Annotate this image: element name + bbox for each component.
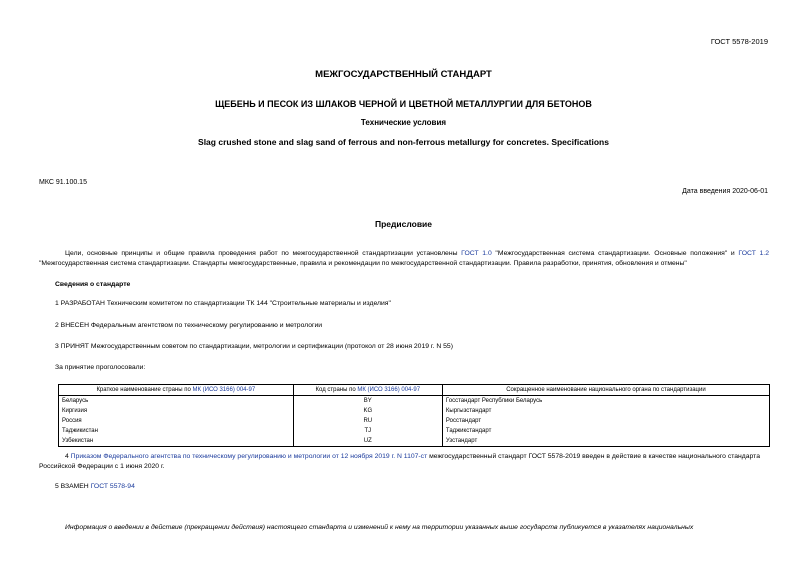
national-body-cell: Кыргызстандарт — [442, 406, 769, 416]
gost-1-0-link[interactable]: ГОСТ 1.0 — [461, 250, 492, 257]
foreword-text-a: Цели, основные принципы и общие правила проведения работ по межгосударственной стандартизации установлены — [65, 250, 462, 257]
country-code-cell: KG — [293, 406, 442, 416]
country-code-cell: TJ — [293, 426, 442, 436]
about-item-3: 3 ПРИНЯТ Межгосударственным советом по стандартизации, метрологии и сертификации (протокол от 28 июня 2019 г. N 55) — [55, 343, 453, 350]
mk-iso-link[interactable]: МК (ИСО 3166) 004-97 — [357, 387, 421, 393]
introduction-date: Дата введения 2020-06-01 — [682, 188, 768, 195]
rosstandart-order-link[interactable]: Приказом Федерального агентства по техническому регулированию и метрологии от 12 ноября 2019 г. N 1107-ст — [70, 453, 428, 460]
table-row — [59, 416, 770, 426]
header-national-body: Сокращенное наименование национального органа по стандартизации — [442, 385, 769, 396]
country-code-cell: RU — [293, 416, 442, 426]
country-name-cell: Таджикистан — [59, 426, 294, 436]
mks-code: МКС 91.100.15 — [39, 179, 87, 186]
country-name-cell: Киргизия — [59, 406, 294, 416]
country-name-cell: Россия — [59, 416, 294, 426]
table-row — [59, 396, 770, 407]
header-country-code — [293, 385, 442, 396]
country-code-cell: UZ — [293, 436, 442, 447]
item5-prefix: 5 ВЗАМЕН — [55, 483, 91, 490]
country-code-cell: BY — [293, 396, 442, 407]
item4-text: межгосударственный стандарт ГОСТ 5578-2019 введен в действие в качестве национального стандарта Российской Федерации с 1 июня 2020 г. — [39, 453, 760, 470]
about-item-1: 1 РАЗРАБОТАН Техническим комитетом по стандартизации ТК 144 "Строительные материалы и изделия" — [55, 300, 391, 307]
table-row — [59, 426, 770, 436]
national-body-cell: Росстандарт — [442, 416, 769, 426]
accepted-by-label: За принятие проголосовали: — [55, 364, 146, 371]
document-subtitle: Технические условия — [360, 118, 447, 127]
about-standard-heading: Сведения о стандарте — [55, 281, 131, 288]
header-country-text: Краткое наименование страны по — [96, 387, 193, 393]
document-title: ЩЕБЕНЬ И ПЕСОК ИЗ ШЛАКОВ ЧЕРНОЙ И ЦВЕТНОЙ МЕТАЛЛУРГИИ ДЛЯ БЕТОНОВ — [215, 99, 592, 109]
table-row — [59, 406, 770, 416]
table-row — [59, 436, 770, 447]
mk-iso-link[interactable]: МК (ИСО 3166) 004-97 — [192, 387, 256, 393]
foreword-paragraph — [39, 249, 769, 269]
foreword-text-b: "Межгосударственная система стандартизации. Основные положения" и — [491, 250, 739, 257]
gost-1-2-link[interactable]: ГОСТ 1.2 — [738, 250, 769, 257]
document-title-english: Slag crushed stone and slag sand of ferrous and non-ferrous metallurgy for concretes. Specifications — [198, 137, 609, 147]
country-name-cell: Беларусь — [59, 396, 294, 407]
document-code: ГОСТ 5578-2019 — [710, 37, 768, 46]
foreword-heading: Предисловие — [374, 219, 433, 229]
about-item-4 — [39, 452, 769, 472]
national-body-cell: Узстандарт — [442, 436, 769, 447]
info-paragraph: Информация о введении в действие (прекращении действия) настоящего стандарта и изменений к нему на территории указанных выше государств публикуется в указателях национальных — [65, 524, 694, 531]
foreword-text-c: "Межгосударственная система стандартизации. Стандарты межгосударственные, правила и рекомендации по межгосударственной стандартизации. Правила разработки, принятия, обновления и отмены" — [39, 260, 687, 267]
national-body-cell: Таджикстандарт — [442, 426, 769, 436]
item4-prefix: 4 — [65, 453, 71, 460]
voting-countries-table — [58, 384, 770, 447]
about-item-2: 2 ВНЕСЕН Федеральным агентством по техническому регулированию и метрологии — [55, 322, 323, 329]
header-code-text: Код страны по — [315, 387, 358, 393]
header-country-name — [59, 385, 294, 396]
table-header-row — [59, 385, 770, 396]
national-body-cell: Госстандарт Республики Беларусь — [442, 396, 769, 407]
gost-5578-94-link[interactable]: ГОСТ 5578-94 — [90, 483, 135, 490]
standard-type-heading: МЕЖГОСУДАРСТВЕННЫЙ СТАНДАРТ — [315, 69, 492, 80]
about-item-5 — [55, 483, 135, 490]
country-name-cell: Узбекистан — [59, 436, 294, 447]
